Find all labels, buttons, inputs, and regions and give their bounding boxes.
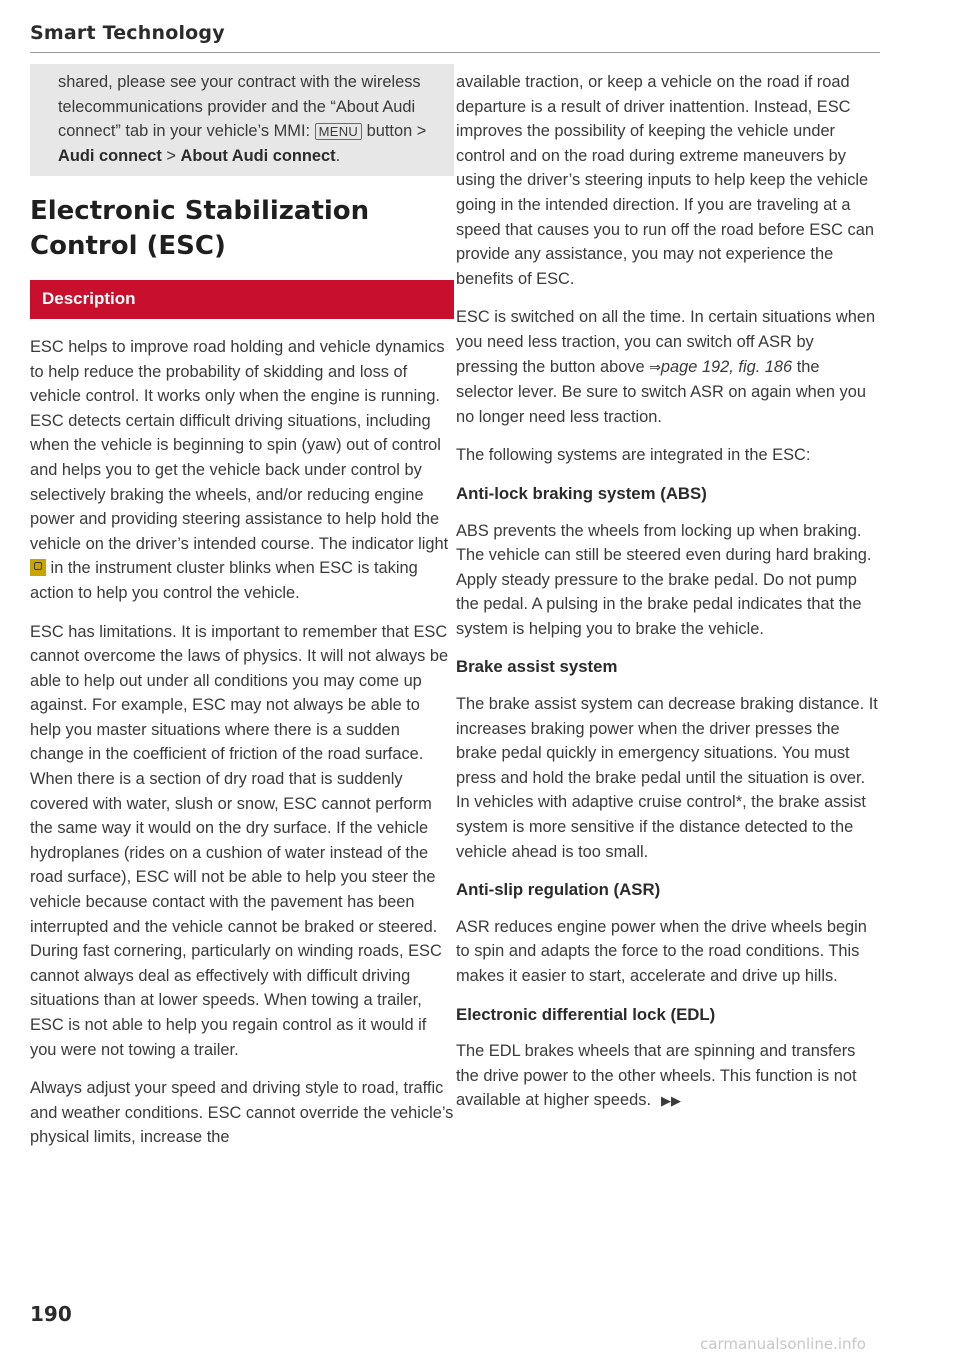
brake-assist-paragraph: The brake assist system can decrease braking distance. It increases braking power when the driver presses the brake pedal quickly in emergency situations. You must press and hold the brake pedal until the situation is over. In vehicles with adaptive cruise control*, the brake assist system is more sensitive if the distance detected to the vehicle ahead is too small. <box>456 695 878 861</box>
description-paragraph-3: Always adjust your speed and driving style to road, traffic and weather conditions. ESC cannot override the vehicle’s physical limits, increase the <box>30 1079 454 1147</box>
menu-key: MENU <box>315 123 362 140</box>
running-header: Smart Technology <box>30 22 225 44</box>
abs-paragraph: ABS prevents the wheels from locking up when braking. The vehicle can still be steered even during hard braking. Apply steady pressure to the brake pedal. Do not pump the pedal. A pulsing in the brake pedal indicates that the system is helping you to brake the vehicle. <box>456 521 872 638</box>
right-column <box>456 70 880 1129</box>
paragraph-text: the selector lever. Be sure to switch ASR on again when you no longer need less traction. <box>456 357 866 426</box>
reference-arrow-icon: ⇒ <box>649 359 661 376</box>
menu-path-separator: > <box>161 146 181 165</box>
paragraph-text: in the instrument cluster blinks when ESC is taking action to help you control the vehicle. <box>30 559 418 602</box>
asr-paragraph: ASR reduces engine power when the drive wheels begin to spin and adapts the force to the road conditions. This makes it easier to start, accelerate and drive up hills. <box>456 917 867 985</box>
continued-note-box <box>30 64 454 176</box>
abs-heading: Anti-lock braking system (ABS) <box>456 483 707 503</box>
right-paragraph-2 <box>456 305 880 429</box>
paragraph-text: ESC helps to improve road holding and vehicle dynamics to help reduce the probability of skidding and loss of vehicle control. It works only when the engine is running. ESC detects certain difficult driving situations, including when the vehicle is beginning to spin (yaw) out of control and helps you to get the vehicle back under control by selectively braking the wheels, and/or reducing engine power and providing steering assistance to help hold the vehicle on the driver’s intended course. The indicator light <box>30 337 449 553</box>
edl-heading: Electronic differential lock (EDL) <box>456 1004 716 1024</box>
paragraph-text: The EDL brakes wheels that are spinning and transfers the drive power to the other wheels. This function is not available at higher speeds. <box>456 1042 857 1110</box>
esc-indicator-light-icon <box>30 559 46 576</box>
left-column <box>30 70 454 1164</box>
asr-heading: Anti-slip regulation (ASR) <box>456 880 661 900</box>
note-line: shared, please see your contract with the wireless telecommunications provider and the “About Audi connect” tab in your vehicle’s <box>58 73 421 141</box>
note-text <box>58 70 444 168</box>
section-title: Electronic Stabilization Control (ESC) <box>30 196 370 262</box>
menu-path-about: About Audi connect <box>180 146 336 165</box>
edl-paragraph <box>456 1039 880 1115</box>
page-number: 190 <box>30 1302 72 1326</box>
paragraph-text: ESC is switched on all the time. In certain situations when you need less traction, you can switch off ASR by pressing the button above <box>456 308 876 376</box>
brake-assist-heading: Brake assist system <box>456 657 618 677</box>
note-mmi: MMI: <box>273 122 315 141</box>
page-reference-link[interactable]: page 192, fig. 186 <box>660 357 793 376</box>
right-paragraph-1: available traction, or keep a vehicle on the road if road departure is a result of driver inattention. Instead, ESC improves the possibility of keeping the vehicle under control and on the road during extreme maneuvers by using the driver’s steering inputs to help keep the vehicle going in the intended direction. If you are traveling at a speed that causes you to run off the road before ESC can provide any assistance, you may not experience the benefits of ESC. <box>456 73 874 288</box>
note-button: button > <box>362 122 427 141</box>
right-paragraph-3: The following systems are integrated in the ESC: <box>456 446 811 465</box>
continue-arrow-icon: ▶▶ <box>661 1094 681 1110</box>
watermark: carmanualsonline.info <box>700 1335 866 1353</box>
description-paragraph-2: ESC has limitations. It is important to remember that ESC cannot overcome the laws of physics. It will not always be able to help out under all conditions you may come up against. For example, ESC may not always be able to help you master situations where there is a sudden change in the coefficient of friction of the road surface. When there is a section of dry road that is suddenly covered with water, slush or snow, ESC cannot perform the same way it would on the dry surface. If the vehicle hydroplanes (rides on a cushion of water instead of the road surface), ESC will not be able to help you steer the vehicle because contact with the pavement has been interrupted and the vehicle cannot be braked or steered. During fast cornering, particularly on winding roads, ESC cannot always deal as effectively with difficult driving situations than at lower speeds. When towing a trailer, ESC is not able to help you regain control as it would if you were not towing a trailer. <box>30 622 449 1059</box>
menu-path-audi-connect: Audi connect <box>58 146 162 165</box>
header-divider <box>30 52 880 53</box>
description-heading: Description <box>30 280 454 319</box>
note-end: . <box>335 146 341 165</box>
description-paragraph-1 <box>30 335 454 606</box>
